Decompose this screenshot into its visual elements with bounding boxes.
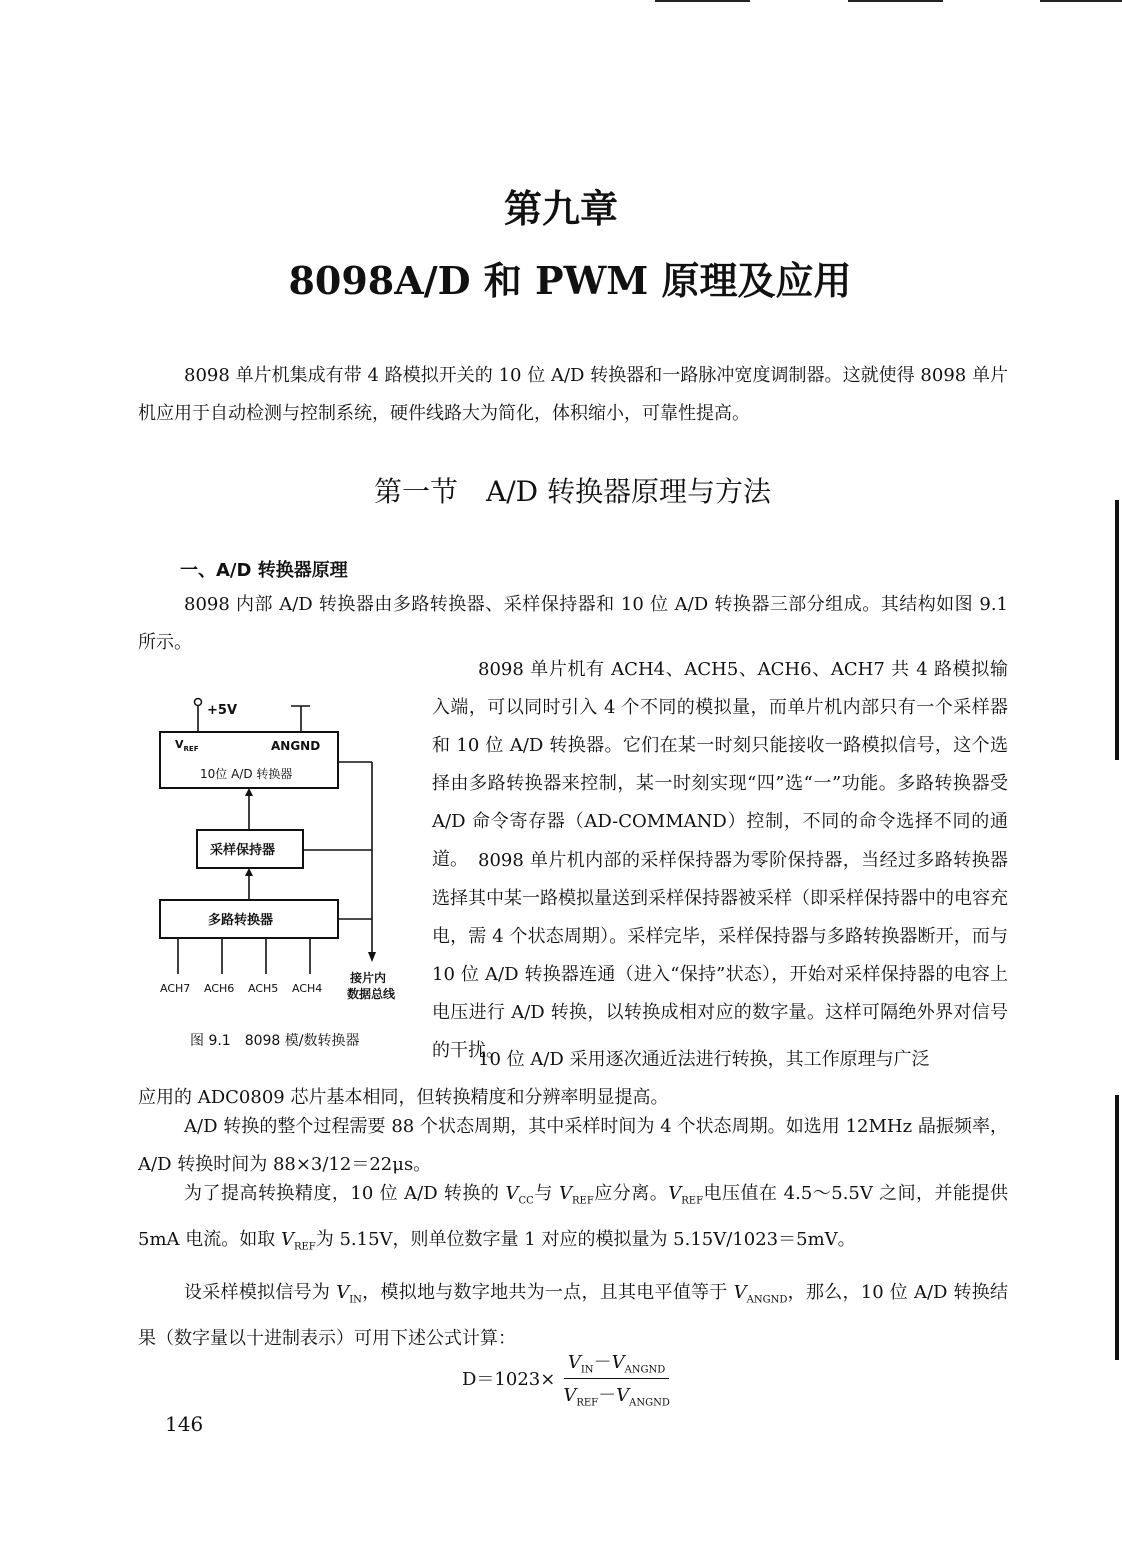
supply-terminal-icon (195, 699, 202, 706)
conversion-time-paragraph: A/D 转换的整个过程需要 88 个状态周期，其中采样时间为 4 个状态周期。如选用 12MHz 晶振频率，A/D 转换时间为 88×3/12＝22μs。 (138, 1116, 1008, 1175)
multiplexer-label: 多路转换器 (208, 913, 274, 928)
scan-edge-line (655, 0, 750, 2)
sample-hold-label: 采样保持器 (210, 843, 276, 858)
channel-label-ach4: ACH4 (292, 982, 323, 995)
intro-paragraph: 8098 单片机集成有带 4 路模拟开关的 10 位 A/D 转换器和一路脉冲宽度调制器。这就使得 8098 单片机应用于自动检测与控制系统，硬件线路大为简化，体积缩小，可靠性提高。 (138, 365, 1008, 424)
supply-label: +5V (207, 703, 237, 718)
adc-paragraph-rest: 应用的 ADC0809 芯片基本相同，但转换精度和分辨率明显提高。 (138, 1087, 669, 1108)
scan-edge-line (848, 0, 943, 2)
vref-pin-label: $V_{REF}$ (175, 738, 199, 753)
conversion-formula (462, 1348, 674, 1408)
scan-edge-bar (1115, 500, 1119, 760)
page-number: 146 (165, 1412, 204, 1436)
vref-paragraph: 为了提高转换精度，10 位 A/D 转换的 $V_{CC}$与 $V_{REF}$应分离。$V_{REF}$电压值在 4.5～5.5V 之间，并能提供 5mA 电流。如取 $V_{REF}$为 5.15V，则单位数字量 1 对应的模拟量为 5.15V/1023＝5mV。 (138, 1183, 1008, 1253)
channel-label-ach7: ACH7 (160, 982, 191, 995)
channels-paragraph: 8098 单片机有 ACH4、ACH5、ACH6、ACH7 共 4 路模拟输入端，可以同时引入 4 个不同的模拟量，而单片机内部只有一个采样器和 10 位 A/D 转换器。它们在某一时刻只能接收一路模拟信号，这个选择由多路转换器来控制，某一时刻实现“四”选“一”功能。多路转换器受 A/D 命令寄存器（AD-COMMAND）控制，不同的命令选择不同的通道。 (432, 659, 1008, 870)
figure-caption: 图 9.1 8098 模/数转换器 (190, 1033, 360, 1049)
formula-denominator: $V_{REF}-V_{ANGND}$ (563, 1384, 670, 1409)
adc-block-label: 10位 A/D 转换器 (200, 767, 293, 781)
scan-edge-bar (1115, 1095, 1119, 1360)
section-title: 第一节 A/D 转换器原理与方法 (373, 475, 771, 508)
vin-paragraph: 设采样模拟信号为 $V_{IN}$，模拟地与数字地共为一点，且其电平值等于 $V_{ANGND}$，那么，10 位 A/D 转换结果（数字量以十进制表示）可用下述公式计算： (138, 1282, 1008, 1349)
bus-label-line1: 接片内 (350, 971, 387, 985)
angnd-pin-label: ANGND (271, 739, 321, 753)
formula-fraction (559, 1348, 674, 1408)
adc-paragraph-lead: 10 位 A/D 采用逐次通近法进行转换，其工作原理与广泛 (478, 1049, 930, 1070)
bus-label-line2: 数据总线 (347, 987, 396, 1000)
channel-label-ach5: ACH5 (248, 982, 279, 995)
chapter-title: 8098A/D 和 PWM 原理及应用 (288, 258, 852, 303)
adc-block-diagram (150, 690, 420, 1000)
subsection-title: 一、A/D 转换器原理 (180, 560, 348, 581)
chapter-label: 第九章 (503, 187, 618, 231)
scan-edge-line (1040, 0, 1122, 2)
formula-numerator: $V_{IN}-V_{ANGND}$ (564, 1348, 669, 1379)
sample-hold-paragraph: 8098 单片机内部的采样保持器为零阶保持器，当经过多路转换器选择其中某一路模拟量送到采样保持器被采样（即采样保持器中的电容充电，需 4 个状态周期）。采样完毕，采样保持器与多路转换器断开，而与 10 位 A/D 转换器连通（进入“保持”状态），开始对采样保持器的电容上电压进行 A/D 转换，以转换成相对应的数字量。这样可隔绝外界对信号的干扰。 (432, 850, 1008, 1061)
channel-label-ach6: ACH6 (204, 982, 235, 995)
formula-lhs: D＝1023× (462, 1369, 556, 1391)
structure-paragraph: 8098 内部 A/D 转换器由多路转换器、采样保持器和 10 位 A/D 转换器三部分组成。其结构如图 9.1 所示。 (138, 594, 1008, 653)
adc-paragraph (138, 1041, 1008, 1117)
